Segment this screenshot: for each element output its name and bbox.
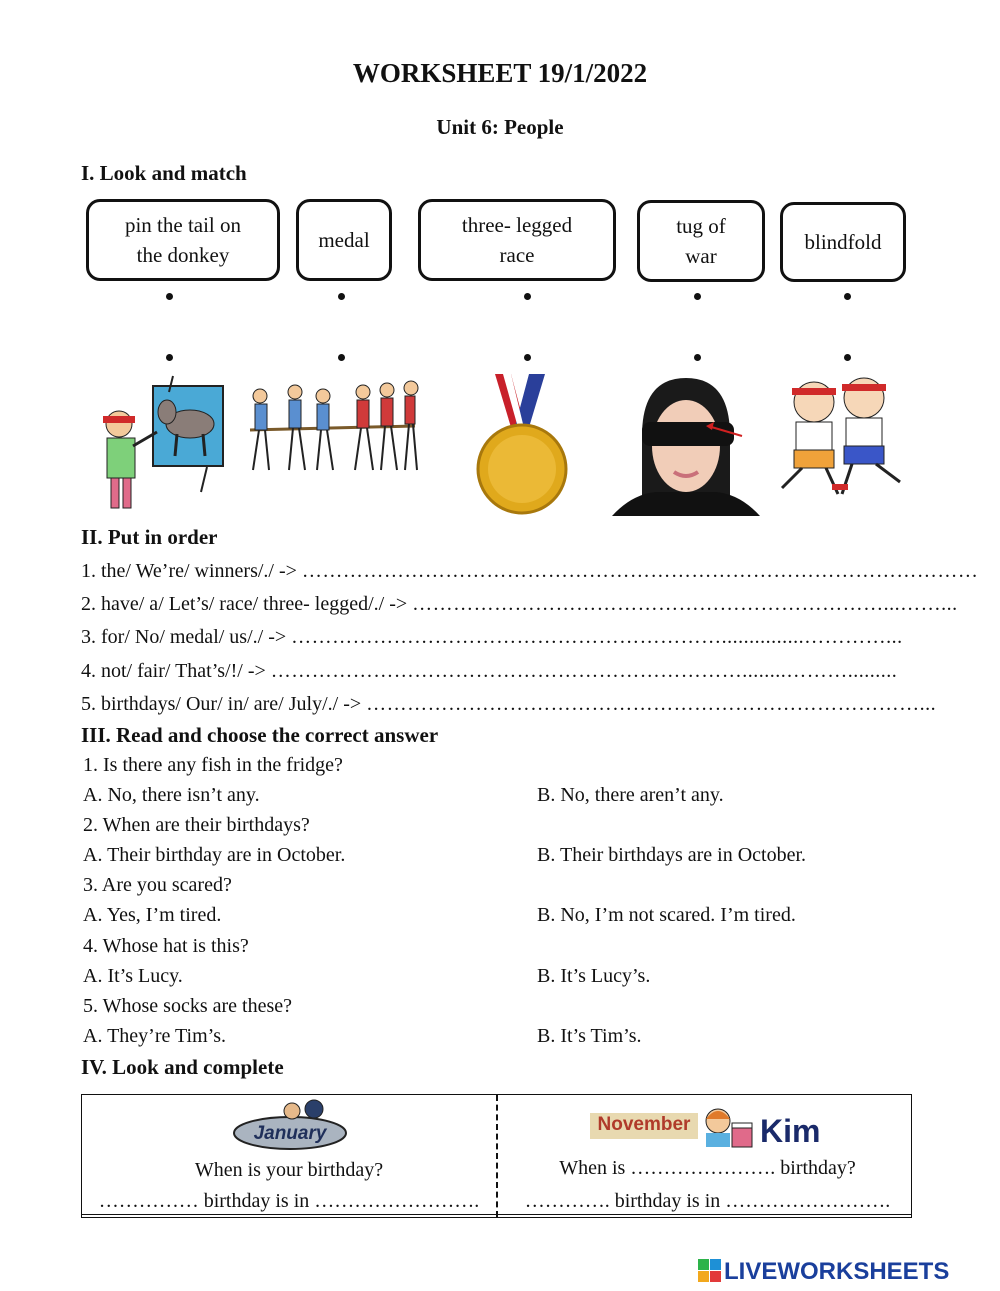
match-dot-bottom[interactable] (524, 354, 531, 361)
logo-blocks-icon (698, 1259, 722, 1283)
pin-the-tail-picture (95, 372, 230, 514)
order-item-prompt: 1. the/ We’re/ winners/./ -> (81, 560, 297, 582)
left-answer-blank[interactable]: …………… birthday is in ……………………. (98, 1190, 480, 1212)
answer-blank[interactable]: ………………………………………………………...............…………... (291, 626, 903, 648)
blindfold-picture (612, 376, 760, 516)
word-line2: war (685, 244, 717, 268)
table-divider (496, 1095, 498, 1217)
order-item-prompt: 3. for/ No/ medal/ us/./ -> (81, 626, 287, 648)
section1-heading: I. Look and match (81, 161, 247, 185)
table-bottom-rule (82, 1214, 911, 1215)
kim-name: Kim (760, 1113, 821, 1149)
word-box-medal[interactable] (296, 199, 392, 281)
match-dot-top[interactable] (524, 293, 531, 300)
order-item-prompt: 4. not/ fair/ That’s/!/ -> (81, 660, 266, 682)
order-item-prompt: 5. birthdays/ Our/ in/ are/ July/./ -> (81, 693, 362, 715)
word-box-tug-of-war[interactable] (637, 200, 765, 282)
question-5: 5. Whose socks are these? (83, 995, 293, 1017)
option-b[interactable]: B. It’s Lucy’s. (537, 965, 651, 987)
november-badge (588, 1109, 700, 1143)
option-b[interactable]: B. No, there aren’t any. (537, 784, 724, 806)
birthday-cake-icon (698, 1101, 754, 1149)
word-line1: medal (318, 228, 370, 252)
answer-blank[interactable]: ……………………………………………………………………………………… (301, 560, 979, 582)
option-a[interactable]: A. It’s Lucy. (83, 965, 183, 987)
word-box-blindfold[interactable] (780, 202, 906, 282)
three-legged-race-picture (768, 374, 913, 508)
match-dot-top[interactable] (166, 293, 173, 300)
option-b[interactable]: B. No, I’m not scared. I’m tired. (537, 904, 796, 926)
question-2: 2. When are their birthdays? (83, 814, 310, 836)
right-answer-blank[interactable]: …………. birthday is in ……………………. (524, 1190, 891, 1212)
word-box-three-legged-race[interactable] (418, 199, 616, 281)
answer-blank[interactable]: ………………………………………………………………………... (366, 693, 937, 715)
section4-heading: IV. Look and complete (81, 1055, 284, 1079)
unit-subtitle: Unit 6: People (436, 115, 564, 139)
option-a[interactable]: A. No, there isn’t any. (83, 784, 260, 806)
word-line1: three- legged (461, 213, 573, 237)
november-label: November (597, 1114, 691, 1135)
match-dot-top[interactable] (694, 293, 701, 300)
match-dot-bottom[interactable] (166, 354, 173, 361)
question-4: 4. Whose hat is this? (83, 935, 249, 957)
answer-blank[interactable]: ……………………………………………………………........………......... (270, 660, 898, 682)
left-question: When is your birthday? (194, 1159, 384, 1181)
answer-blank[interactable]: ……………………………………………………………...……... (412, 593, 958, 615)
order-item-5 (81, 693, 936, 716)
brand-name: LIVEWORKSHEETS (724, 1258, 950, 1285)
match-dot-bottom[interactable] (844, 354, 851, 361)
word-line2: race (499, 243, 535, 267)
worksheet-title: WORKSHEET 19/1/2022 (352, 58, 648, 88)
word-line2: the donkey (136, 243, 230, 267)
tug-of-war-picture (245, 378, 420, 478)
match-dot-bottom[interactable] (694, 354, 701, 361)
order-item-1 (81, 560, 978, 583)
order-item-4 (81, 660, 897, 683)
january-badge (230, 1099, 350, 1153)
option-a[interactable]: A. Yes, I’m tired. (83, 904, 222, 926)
option-a[interactable]: A. They’re Tim’s. (83, 1025, 226, 1047)
match-dot-top[interactable] (338, 293, 345, 300)
word-line1: pin the tail on (124, 213, 242, 237)
word-line1: tug of (676, 214, 726, 238)
option-b[interactable]: B. Their birthdays are in October. (537, 844, 807, 866)
medal-picture (455, 374, 585, 520)
option-a[interactable]: A. Their birthday are in October. (83, 844, 346, 866)
match-dot-top[interactable] (844, 293, 851, 300)
word-box-pin-the-tail[interactable] (86, 199, 280, 281)
question-3: 3. Are you scared? (83, 874, 232, 896)
order-item-2 (81, 593, 958, 616)
option-b[interactable]: B. It’s Tim’s. (537, 1025, 642, 1047)
january-label: January (253, 1123, 327, 1144)
order-item-prompt: 2. have/ a/ Let’s/ race/ three- legged/./ -> (81, 593, 408, 615)
word-line1: blindfold (804, 230, 882, 254)
section2-heading: II. Put in order (81, 525, 218, 549)
match-dot-bottom[interactable] (338, 354, 345, 361)
section3-heading: III. Read and choose the correct answer (81, 723, 439, 747)
question-1: 1. Is there any fish in the fridge? (83, 754, 343, 776)
order-item-3 (81, 626, 903, 649)
complete-table (81, 1094, 912, 1218)
right-question[interactable]: When is …………………. birthday? (559, 1157, 856, 1179)
